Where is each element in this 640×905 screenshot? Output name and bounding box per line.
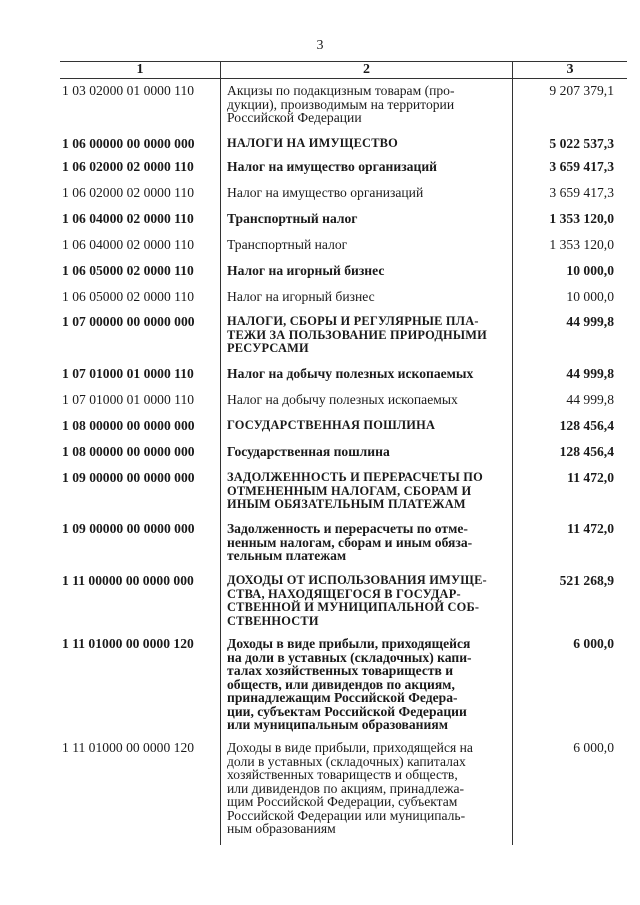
row-code: 1 09 00000 00 0000 000	[62, 521, 195, 536]
row-code: 1 06 00000 00 0000 000	[62, 136, 195, 151]
row-code: 1 08 00000 00 0000 000	[62, 418, 195, 433]
column-header-3: 3	[566, 62, 574, 77]
row-value: 44 999,8	[566, 314, 614, 329]
row-name: НАЛОГИ НА ИМУЩЕСТВО	[227, 136, 398, 150]
row-value: 9 207 379,1	[549, 83, 614, 98]
row-code: 1 07 01000 01 0000 110	[62, 392, 195, 407]
row-name: Налог на игорный бизнес	[227, 289, 375, 304]
row-value: 6 000,0	[573, 636, 614, 651]
row-value: 44 999,8	[566, 392, 614, 407]
row-name: Налог на добычу полезных ископаемых	[227, 392, 458, 407]
row-name: Акцизы по подакцизным товарам (про- дукции), производимым на территории Российской Федерации	[227, 83, 455, 125]
header-bottom-border	[60, 78, 627, 79]
row-code: 1 09 00000 00 0000 000	[62, 470, 195, 485]
row-code: 1 11 00000 00 0000 000	[62, 573, 194, 588]
row-value: 5 022 537,3	[549, 136, 614, 151]
row-code: 1 06 05000 02 0000 110	[62, 263, 194, 278]
row-value: 44 999,8	[566, 366, 614, 381]
row-code: 1 06 04000 02 0000 110	[62, 237, 195, 252]
row-name: Налог на имущество организаций	[227, 185, 424, 200]
row-value: 128 456,4	[559, 418, 614, 433]
page-number: 3	[316, 38, 324, 53]
row-name: Доходы в виде прибыли, приходящейся на доли в уставных (складочных) капиталах хозяйственных товариществ и обществ, или дивидендов по акциям, принадлежа- щим Российской Федерации, субъектам Российской Федерации или муниципаль- ным образованиям	[227, 740, 473, 836]
row-code: 1 06 04000 02 0000 110	[62, 211, 194, 226]
row-code: 1 03 02000 01 0000 110	[62, 83, 195, 98]
row-code: 1 07 01000 01 0000 110	[62, 366, 194, 381]
row-name: Налог на имущество организаций	[227, 159, 437, 174]
row-name: Задолженность и перерасчеты по отме- ненным налогам, сборам и иным обяза- тельным платежам	[227, 521, 473, 563]
row-value: 10 000,0	[566, 263, 614, 278]
column-divider-1	[220, 61, 221, 845]
column-header-2: 2	[363, 62, 370, 77]
row-name: ГОСУДАРСТВЕННАЯ ПОШЛИНА	[227, 418, 436, 432]
row-name: Государственная пошлина	[227, 444, 390, 459]
row-value: 1 353 120,0	[549, 211, 614, 226]
row-name: Налог на игорный бизнес	[227, 263, 385, 278]
row-code: 1 08 00000 00 0000 000	[62, 444, 195, 459]
row-value: 10 000,0	[566, 289, 614, 304]
row-code: 1 06 02000 02 0000 110	[62, 185, 195, 200]
row-name: ЗАДОЛЖЕННОСТЬ И ПЕРЕРАСЧЕТЫ ПО ОТМЕНЕННЫМ НАЛОГАМ, СБОРАМ И ИНЫМ ОБЯЗАТЕЛЬНЫМ ПЛАТЕЖАМ	[227, 470, 483, 511]
row-name: НАЛОГИ, СБОРЫ И РЕГУЛЯРНЫЕ ПЛА- ТЕЖИ ЗА ПОЛЬЗОВАНИЕ ПРИРОДНЫМИ РЕСУРСАМИ	[227, 314, 487, 355]
row-name: Транспортный налог	[227, 211, 358, 226]
row-code: 1 07 00000 00 0000 000	[62, 314, 195, 329]
column-header-1: 1	[136, 62, 144, 77]
row-name: ДОХОДЫ ОТ ИСПОЛЬЗОВАНИЯ ИМУЩЕ- СТВА, НАХОДЯЩЕГОСЯ В ГОСУДАР- СТВЕННОЙ И МУНИЦИПАЛЬНОЙ СОБ- СТВЕННОСТИ	[227, 573, 487, 628]
row-value: 6 000,0	[573, 740, 614, 755]
row-value: 11 472,0	[567, 521, 614, 536]
row-value: 521 268,9	[559, 573, 614, 588]
row-value: 128 456,4	[559, 444, 614, 459]
row-code: 1 11 01000 00 0000 120	[62, 740, 195, 755]
row-value: 1 353 120,0	[549, 237, 614, 252]
row-code: 1 11 01000 00 0000 120	[62, 636, 194, 651]
column-divider-2	[512, 61, 513, 845]
row-value: 3 659 417,3	[549, 159, 614, 174]
row-value: 11 472,0	[567, 470, 614, 485]
row-name: Налог на добычу полезных ископаемых	[227, 366, 474, 381]
row-name: Доходы в виде прибыли, приходящейся на доли в уставных (складочных) капи- талах хозяйственных товариществ и обществ, или дивидендов по акциям, принадлежащим Российской Федера- ции, субъектам Российской Федерации или муниципальным образованиям	[227, 636, 472, 732]
row-value: 3 659 417,3	[549, 185, 614, 200]
row-code: 1 06 05000 02 0000 110	[62, 289, 195, 304]
row-name: Транспортный налог	[227, 237, 348, 252]
row-code: 1 06 02000 02 0000 110	[62, 159, 194, 174]
